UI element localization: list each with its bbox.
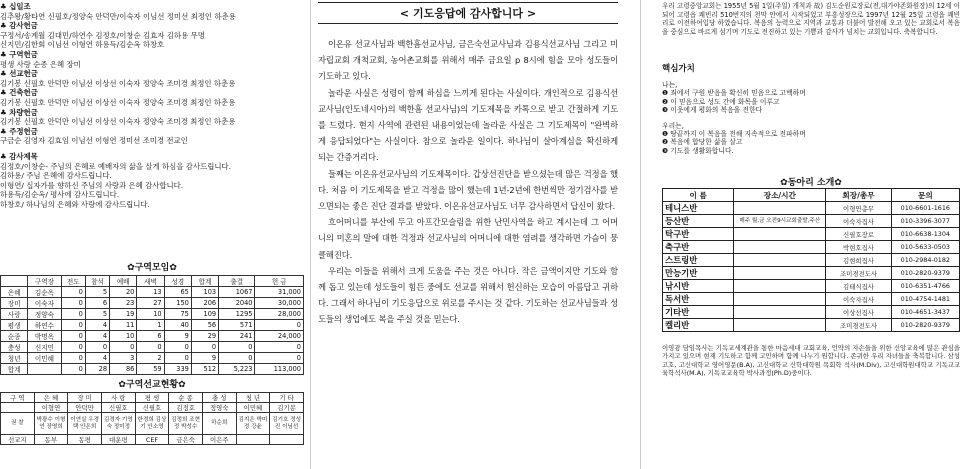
- table-cell: 5: [85, 309, 109, 320]
- table-cell: 조미경전도사: [826, 319, 891, 332]
- table-cell: 동평: [68, 435, 102, 445]
- values-item: ❸ 이웃에게 평화의 복음을 전한다: [662, 106, 763, 115]
- section-line: 구금순 김영자 김효임 이님선 이형연 정미선 조미경 전교인: [0, 136, 188, 146]
- table-cell: 박명옥: [28, 331, 61, 342]
- article-title: < 기도응답에 감사합니다 >: [318, 2, 618, 24]
- table-cell: 김정희 조현정 박성수: [169, 413, 203, 435]
- table-cell: 0: [61, 342, 85, 353]
- column-header: 출결: [219, 276, 255, 287]
- table-cell: 이연실 우경택 안은희: [68, 413, 102, 435]
- table-cell: 241: [219, 331, 255, 342]
- table-cell: 0: [61, 287, 85, 298]
- table-row: [663, 280, 960, 293]
- table-cell: 신필호: [135, 403, 169, 413]
- column-header: 회장/총무: [826, 189, 891, 202]
- column-header: 문의: [891, 189, 959, 202]
- church-intro: 우리 고령중앙교회는 1955년 5월 1일(주일) 개척과 故) 김도순원로장로(전,대가야존화원장)의 12세 이 되어 고령읍 쾌빈리 510번지의 천막 안에서 시작되었고 부흥성장으로 1997년 12월 25일 고령읍 쾌빈리로 이전하여입당 하였습니다. 복음의 능력으로 지역과 교통과 더불어 발전해 오고 있는 교회로서 복음을 중심으로 바르게 섬기며 기도로 전진하고 있는 기쁨과 감사가 넘치는 교회입니다. 축복합니다.: [662, 2, 960, 36]
- table-cell: 9: [191, 353, 218, 364]
- table-cell: 스트링반: [663, 254, 734, 267]
- table-row: [1, 331, 304, 342]
- table-cell: 24,000: [255, 331, 304, 342]
- thanks-heading: ♣ 감사제목: [0, 151, 38, 161]
- table-cell: 13: [137, 287, 164, 298]
- table-cell: 이형연: [34, 403, 68, 413]
- table-row: [1, 309, 304, 320]
- table-cell: 31,000: [255, 287, 304, 298]
- table-cell: 150: [164, 298, 191, 309]
- table-cell: [734, 280, 826, 293]
- table-cell: 0: [255, 342, 304, 353]
- table-row: [1, 320, 304, 331]
- table-cell: 56: [191, 320, 218, 331]
- table-cell: 김순옥: [28, 287, 61, 298]
- column-header: 참석: [85, 276, 109, 287]
- table-cell: 109: [191, 309, 218, 320]
- table-cell: 29: [191, 331, 218, 342]
- left-column: [0, 0, 304, 469]
- table-cell: 59: [137, 364, 164, 375]
- table-cell: [734, 293, 826, 306]
- values-item: ❶ 땅끝까지 이 복음을 전해 지속적으로 전파하며: [662, 130, 806, 139]
- table-cell: 9: [164, 331, 191, 342]
- table-cell: 6: [137, 331, 164, 342]
- table-cell: 010-6638-1304: [891, 228, 959, 241]
- table-cell: 11: [110, 320, 137, 331]
- table-cell: 0: [85, 342, 109, 353]
- table-cell: 010-5633-0503: [891, 241, 959, 254]
- table-cell: 0: [137, 342, 164, 353]
- table-cell: 10: [110, 331, 137, 342]
- values-heading: 나는,: [662, 81, 678, 89]
- table-cell: 평생: [1, 320, 28, 331]
- table-cell: 김기봉: [270, 403, 304, 413]
- article-paragraph: 이온유 선교사님과 백한흠선교사님, 금은숙선교사님과 김용식선교사님 그리고 미자립교회 개척교회, 농어촌교회를 위해서 매주 금요일 p 8시에 힘을 모아 성도들이 기도하고 있다.: [318, 39, 618, 82]
- table-cell: 1: [137, 320, 164, 331]
- table-cell: 4: [85, 353, 109, 364]
- table-cell: 탁구반: [663, 228, 734, 241]
- table-row: [663, 267, 960, 280]
- article-paragraph: 우리는 이들을 위해서 크게 도움을 주는 것은 아니다. 작은 금액이지만 기도와 함께 돕고 있는데 성도들이 힘든 중에도 선교를 위해서 헌신하는 모습이 아름답고 귀하다. 그래서 하나님이 기도응답으로 위로를 주시는 것 같다. 기도하는 선교사님들과 성도들의 생업에도 복을 주실 것을 믿는다.: [318, 265, 618, 325]
- table-cell: 1067: [219, 287, 255, 298]
- table-cell: 0: [164, 342, 191, 353]
- table-cell: 김지은 박미정 강윤: [236, 413, 270, 435]
- table-row: [1, 287, 304, 298]
- mission-table-title: ✿구역선교현황✿: [118, 380, 186, 391]
- table-cell: [734, 319, 826, 332]
- table-cell: 5: [85, 287, 109, 298]
- table-cell: 하연수: [28, 320, 61, 331]
- section-heading: ♣ 선교헌금: [0, 69, 38, 79]
- table-cell: 010-3396-3077: [891, 215, 959, 228]
- table-cell: 순종: [1, 331, 28, 342]
- table-row: [1, 342, 304, 353]
- table-cell: 0: [61, 353, 85, 364]
- table-cell: 이형연총무: [826, 202, 891, 215]
- column-header: 합계: [191, 276, 218, 287]
- mission-table: [0, 392, 304, 445]
- table-cell: 이상선집사: [826, 306, 891, 319]
- table-row: [663, 202, 960, 215]
- core-values-title: 핵심가치: [662, 64, 695, 74]
- table-cell: 정양숙: [28, 309, 61, 320]
- core-values: [662, 81, 960, 155]
- table-cell: 김경자 기영숙 정미정: [101, 413, 135, 435]
- table-cell: 은혜: [1, 287, 28, 298]
- table-cell: 20: [110, 287, 137, 298]
- table-cell: 0: [164, 353, 191, 364]
- table-cell: 27: [137, 298, 164, 309]
- thanks-item: 김정호/이창순- 주님의 은혜로 예배자의 삶을 살게 하심을 감사드립니다.: [0, 161, 231, 171]
- thanks-list: [0, 162, 304, 210]
- column-header: 성경: [164, 276, 191, 287]
- column-header: 청 년: [236, 393, 270, 403]
- column-header: 장소/시간: [734, 189, 826, 202]
- table-cell: 0: [219, 353, 255, 364]
- table-cell: 4: [85, 331, 109, 342]
- values-item: ❶ 죄에서 구원 받음을 확신히 믿음으로 고백하며: [662, 89, 806, 98]
- clubs-table: [662, 188, 960, 332]
- thanks-item: 하창호/ 하나님의 은혜와 사랑에 감사드립니다.: [0, 199, 150, 209]
- table-cell: 이숙자집사: [826, 215, 891, 228]
- table-row: [1, 413, 304, 435]
- values-heading: 우리는,: [662, 121, 684, 130]
- group-table: [0, 275, 304, 375]
- table-cell: 0: [61, 331, 85, 342]
- column-header: 순 종: [169, 393, 203, 403]
- table-cell: [734, 228, 826, 241]
- table-row: [663, 306, 960, 319]
- table-cell: [28, 364, 61, 375]
- table-cell: 박현호집사: [826, 241, 891, 254]
- table-cell: 5,223: [219, 364, 255, 375]
- table-cell: 이숙자: [28, 298, 61, 309]
- clubs-title: ✿동아리 소개✿: [780, 178, 842, 189]
- section-line: 김추왕/황타연 신필호/정양숙 안덕만/이숙자 이님선 정미선 최정인 하춘용: [0, 11, 236, 21]
- article-column: [318, 0, 618, 469]
- table-cell: 10: [137, 309, 164, 320]
- table-cell: [236, 435, 270, 445]
- table-cell: 010-2820-9379: [891, 319, 959, 332]
- table-cell: 010-2984-0182: [891, 254, 959, 267]
- table-cell: 0: [255, 320, 304, 331]
- table-cell: [270, 435, 304, 445]
- table-row: [1, 403, 304, 413]
- table-cell: 0: [61, 364, 85, 375]
- table-cell: 축구반: [663, 241, 734, 254]
- values-item: ❷ 복음에 합당한 삶을 살고: [662, 138, 743, 147]
- table-cell: 이은주: [202, 435, 236, 445]
- section-heading: ♣ 차량헌금: [0, 107, 38, 117]
- section-line: 평생 사랑 순종 은혜 장미: [0, 59, 81, 69]
- table-cell: 신필호장로: [826, 228, 891, 241]
- table-cell: 선교지: [1, 435, 35, 445]
- table-cell: 청년: [1, 353, 28, 364]
- table-cell: 0: [219, 342, 255, 353]
- table-cell: 0: [255, 353, 304, 364]
- table-cell: 사랑: [1, 309, 28, 320]
- table-cell: 정영숙: [202, 403, 236, 413]
- column-header: 전도: [61, 276, 85, 287]
- section-line: 구정서/송계월 김대민/하연수 김정호/이창순 김효자 김하용 무명: [0, 30, 205, 40]
- table-cell: 4: [85, 320, 109, 331]
- section-heading: ♣ 십일조: [0, 2, 31, 11]
- offering-sections: [0, 0, 304, 146]
- table-cell: 6: [85, 298, 109, 309]
- table-cell: 합계: [1, 364, 28, 375]
- table-cell: 65: [164, 287, 191, 298]
- article-paragraph: 흐어머니를 부산에 두고 아프간모슬림을 위한 난민사역을 하고 계시는데 그 어머니의 미혼의 말에 대한 걱정과 선교사님의 어머니에 대한 염려를 생각하면 가슴이 뭉클해진다.: [318, 217, 618, 260]
- table-cell: 안덕만: [68, 403, 102, 413]
- table-cell: 낚시반: [663, 280, 734, 293]
- column-header: 사 랑: [101, 393, 135, 403]
- thanks-item: 김하용/ 주님 은혜에 감사드립니다.: [0, 171, 112, 181]
- table-cell: 23: [110, 298, 137, 309]
- column-header: 충 성: [202, 393, 236, 403]
- table-row: [663, 254, 960, 267]
- table-cell: [1, 403, 35, 413]
- table-cell: 한경희 김상기 안소영: [135, 413, 169, 435]
- column-header: 은 혜: [34, 393, 68, 403]
- pastor-bio: 이영광 담임목사는 기독교세계관을 통한 마음세대 교회교육, 언약의 자손들을 위한 신앙교육에 많은 관심을 가지고 있으며 현재 기도하고 함께 고민하며 함께 나누기 원합니다. 존귀한 우리 자녀들을 축복합니다. 삼성고호, 고신대학교 영어영문(B.A), 고신대학교 신학대학원 목회학 석사(M.Div), 고신대학원대학교 기독교교육학석사(M.A), 기독교교육학 박사과정(Ph.D)중이다.: [662, 344, 960, 378]
- thanks-item: 이형연/ 십자가를 향하신 주님의 사랑과 은혜 감사합니다.: [0, 180, 184, 190]
- table-row: [1, 353, 304, 364]
- table-cell: 0: [191, 342, 218, 353]
- table-cell: 켈리반: [663, 319, 734, 332]
- table-cell: 010-4651-3437: [891, 306, 959, 319]
- thanks-item: 하용득/김순옥/ 평사에 감사드립니다.: [0, 190, 120, 200]
- table-cell: 571: [219, 320, 255, 331]
- table-cell: 박광수 이형연 장영희: [34, 413, 68, 435]
- right-column: [662, 0, 960, 469]
- table-cell: 조미경전도사: [826, 267, 891, 280]
- table-cell: 113,000: [255, 364, 304, 375]
- article-body: [318, 24, 618, 328]
- table-cell: 0: [110, 342, 137, 353]
- table-cell: 40: [164, 320, 191, 331]
- table-cell: 김기호 정성진 이님선: [270, 413, 304, 435]
- table-cell: 010-4754-1481: [891, 293, 959, 306]
- table-row: [663, 215, 960, 228]
- table-cell: 금은숙: [169, 435, 203, 445]
- table-cell: 206: [191, 298, 218, 309]
- table-cell: 충성: [1, 342, 28, 353]
- article-paragraph: 들째는 이온유선교사님의 기도제목이다. 갑상선진단을 받으셨는데 많은 걱정을 했다. 처음 이 기도제목을 받고 걱정을 많이 했는데 1년-2년에 한번씩만 정기검사를 받으면되는 좋은 진단 결과를 받았다. 이온유선교사님도 너무 감사하면서 답신이 왔다.: [318, 168, 618, 212]
- table-cell: 28,000: [255, 309, 304, 320]
- table-cell: 매주 월,금 오전9시교회출발,주산: [734, 215, 826, 228]
- table-cell: 권 찰: [1, 413, 35, 435]
- table-cell: [734, 241, 826, 254]
- values-item: ❷ 이 믿음으로 성도 간에 화목을 이루고: [662, 97, 780, 106]
- section-heading: ♣ 구역헌금: [0, 49, 38, 59]
- table-cell: 장미: [1, 298, 28, 309]
- column-header: 구 역: [1, 393, 35, 403]
- table-cell: 010-6601-1616: [891, 202, 959, 215]
- table-cell: 19: [110, 309, 137, 320]
- table-cell: 0: [61, 320, 85, 331]
- section-heading: ♣ 감사헌금: [0, 21, 38, 31]
- table-cell: 등산반: [663, 215, 734, 228]
- column-header: 평 생: [135, 393, 169, 403]
- column-header: 예배: [110, 276, 137, 287]
- table-cell: 75: [164, 309, 191, 320]
- values-item: ❸ 기도를 생활화합니다.: [662, 146, 734, 155]
- table-cell: [734, 267, 826, 280]
- table-cell: 0: [61, 298, 85, 309]
- column-header: 이 름: [663, 189, 734, 202]
- table-cell: 대운평: [101, 435, 135, 445]
- table-cell: 0: [61, 309, 85, 320]
- table-cell: 이민혜: [28, 353, 61, 364]
- table-cell: 339: [164, 364, 191, 375]
- column-header: [1, 276, 28, 287]
- table-cell: 512: [191, 364, 218, 375]
- table-cell: 이민혜: [236, 403, 270, 413]
- table-cell: 010-6351-4766: [891, 280, 959, 293]
- column-header: 구역장: [28, 276, 61, 287]
- table-cell: 만능기반: [663, 267, 734, 280]
- column-divider: [310, 0, 311, 469]
- table-row: [1, 435, 304, 445]
- column-divider: [640, 0, 641, 469]
- table-cell: 1295: [219, 309, 255, 320]
- article-paragraph: 놀라운 사실은 성령이 함께 하심을 느끼게 된다는 사실이다. 개인적으로 김용식선교사님(인도네시아)의 백한흠 선교사님)의 기도제목을 카톡으로 받고 간절하게 기도를 드렸다. 현지 사역에 관련된 내용이었는데 놀라운 사실은 그 기도제목이 "완벽하게 응답되었다"는 사실이다. 참으로 놀라운 일이다. 하나님이 살아계심을 확신하게 되는 간증거리다.: [318, 87, 618, 163]
- table-cell: 28: [85, 364, 109, 375]
- table-cell: 기타반: [663, 306, 734, 319]
- table-row: [663, 293, 960, 306]
- table-row: [663, 319, 960, 332]
- section-line: 김기봉 신필호 안덕만 이님선 이상선 이숙자 정양숙 조미경 최정인 하춘용: [0, 97, 236, 107]
- table-cell: 동부: [34, 435, 68, 445]
- column-header: 장 미: [68, 393, 102, 403]
- section-heading: ♣ 건축헌금: [0, 88, 38, 98]
- column-header: 기 타: [270, 393, 304, 403]
- table-cell: 김태식집사: [826, 280, 891, 293]
- table-cell: 신필호: [101, 403, 135, 413]
- table-cell: 독서반: [663, 293, 734, 306]
- table-cell: [734, 306, 826, 319]
- table-cell: [734, 202, 826, 215]
- table-cell: 하순희: [202, 413, 236, 435]
- table-cell: 86: [110, 364, 137, 375]
- column-header: 헌 금: [255, 276, 304, 287]
- table-cell: 2040: [219, 298, 255, 309]
- table-cell: 김정호: [169, 403, 203, 413]
- table-cell: CEF: [135, 435, 169, 445]
- column-header: 새벽: [137, 276, 164, 287]
- table-row: [1, 298, 304, 309]
- section-line: 김기봉 신필호 안덕만 이님선 이상선 이숙자 정양숙 조미경 최정인 하춘용: [0, 78, 236, 88]
- table-cell: [734, 254, 826, 267]
- thanks-section: [0, 152, 304, 210]
- table-cell: 이숙자집사: [826, 293, 891, 306]
- section-line: 김기봉 신필호 안덕만 이님선 이상선 이숙자 정양숙 조미경 최정인 하춘용: [0, 117, 236, 127]
- table-cell: 3: [110, 353, 137, 364]
- table-row: [663, 241, 960, 254]
- table-cell: 010-2820-9379: [891, 267, 959, 280]
- table-row: [1, 364, 304, 375]
- section-line: 신지민/김한회 이님선 이형연 하용득/김순옥 하창호: [0, 40, 165, 50]
- section-heading: ♣ 주정헌금: [0, 126, 38, 136]
- table-cell: 30,000: [255, 298, 304, 309]
- table-cell: 103: [191, 287, 218, 298]
- table-cell: 테니스반: [663, 202, 734, 215]
- table-cell: 김현희집사: [826, 254, 891, 267]
- table-cell: 2: [137, 353, 164, 364]
- group-table-title: ✿구역모임✿: [127, 263, 177, 274]
- table-cell: 신지민: [28, 342, 61, 353]
- table-row: [663, 228, 960, 241]
